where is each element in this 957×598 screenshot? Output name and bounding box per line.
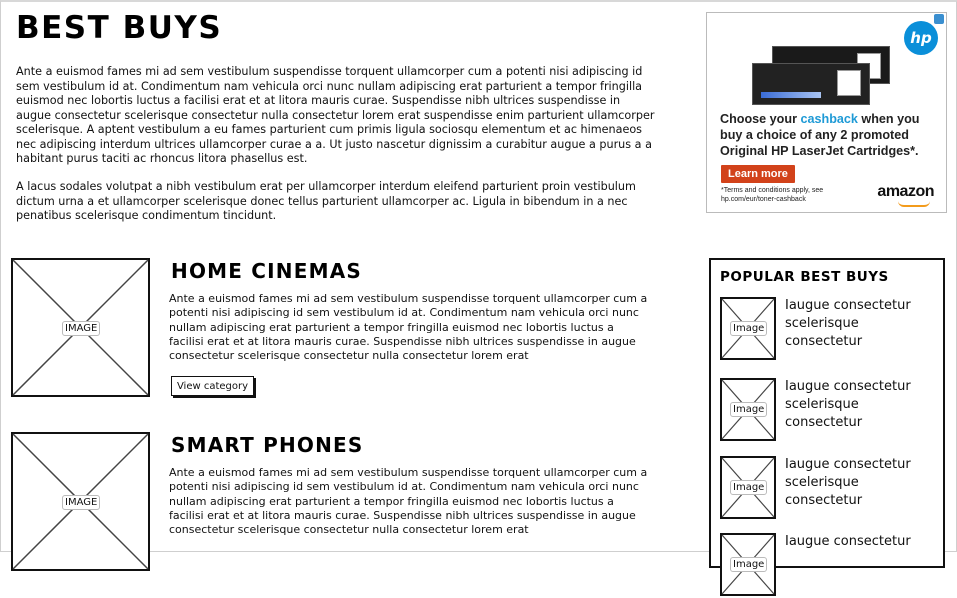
category-image-placeholder [11,432,150,571]
page-title: BEST BUYS [16,10,223,46]
ad-headline-post: when you buy a choice of any 2 promoted Original HP LaserJet Cartridges*. [720,112,920,158]
image-label: Image [730,480,767,495]
image-label: Image [730,321,767,336]
category-description: Ante a euismod fames mi ad sem vestibulum suspendisse torquent ullamcorper cum a potenti nisi adipiscing id sem vestibulum id at. Condimentum nam vehicula orci nunc nullam adipiscing erat parturient a tempor fringilla euismod nec lobortis luctus a facilisi erat et at litora mauris curae. Suspendisse nibh ultrices suspendisse in augue consectetur scelerisque consectetur nulla consectetur lorem erat [169,466,648,537]
popular-item[interactable] [720,378,940,442]
popular-item[interactable] [720,456,940,520]
image-label: IMAGE [62,495,100,510]
ad-terms: *Terms and conditions apply, see hp.com/eur/toner-cashback [721,187,824,203]
learn-more-button[interactable]: Learn more [721,165,795,183]
amazon-smile-icon [898,201,930,207]
ad-headline-pre: Choose your [720,112,801,126]
view-category-button[interactable]: View category [171,376,254,396]
hp-advertisement[interactable] [706,12,947,213]
category-description: Ante a euismod fames mi ad sem vestibulum suspendisse torquent ullamcorper cum a potenti nisi adipiscing id sem vestibulum id at. Condimentum nam vehicula orci nunc nullam adipiscing erat parturient a tempor fringilla euismod nec lobortis luctus a facilisi erat et at litora mauris curae. Suspendisse nibh ultrices suspendisse in augue consectetur scelerisque consectetur nulla consectetur lorem erat [169,292,648,363]
hp-logo: hp [904,21,938,55]
popular-item-text: Iaugue consectetur scelerisque consectetur [785,457,911,508]
ad-headline-highlight: cashback [800,112,858,126]
popular-item-image [720,297,776,360]
image-label: Image [730,402,767,417]
category-title-smart-phones: SMART PHONES [171,433,364,457]
toner-box-image [752,63,870,105]
popular-item[interactable] [720,297,940,361]
popular-title: POPULAR BEST BUYS [720,269,889,285]
image-label: Image [730,557,767,572]
ad-headline [720,111,944,159]
popular-best-buys-panel [709,258,945,568]
popular-item-image [720,378,776,441]
popular-item[interactable] [720,533,940,597]
popular-item-text: Iaugue consectetur scelerisque consectetur [785,298,911,349]
intro-paragraph-2: A lacus sodales volutpat a nibh vestibulum erat per ullamcorper interdum eleifend parturient proin vestibulum dictum urna a et ullamcorper scelerisque donec tellus parturient ullamcorper ac. Ligula in bibendum in a nec penatibus scelerisque condimentum tincidunt. [16,180,636,222]
image-label: IMAGE [62,321,100,336]
popular-item-image [720,456,776,519]
intro-paragraph-1: Ante a euismod fames mi ad sem vestibulum suspendisse torquent ullamcorper cum a potenti nisi adipiscing id sem vestibulum id at. Condimentum nam vehicula orci nunc nullam adipiscing erat parturient a tempor fringilla euismod nec lobortis luctus a facilisi erat et at litora mauris curae. Suspendisse nibh ultrices suspendisse in augue consectetur scelerisque consectetur nulla consectetur lorem erat suspendisse enim parturient ullamcorper scelerisque. A aptent vestibulum a eu fames parturient cum primis ligula sociosqu elementum et ac himenaeos nec adipiscing interdum ultrices ullamcorper curae a a. Ut justo nascetur dignissim a curabitur augue a purus a a habitant purus taciti ac rhoncus litora phasellus est. [16,65,655,165]
category-image-placeholder [11,258,150,397]
popular-item-image [720,533,776,596]
popular-item-text: Iaugue consectetur [785,534,911,549]
amazon-logo: amazon [877,183,934,200]
ad-choices-icon[interactable] [934,14,944,24]
category-title-home-cinemas: HOME CINEMAS [171,259,362,283]
popular-item-text: Iaugue consectetur scelerisque consectetur [785,379,911,430]
